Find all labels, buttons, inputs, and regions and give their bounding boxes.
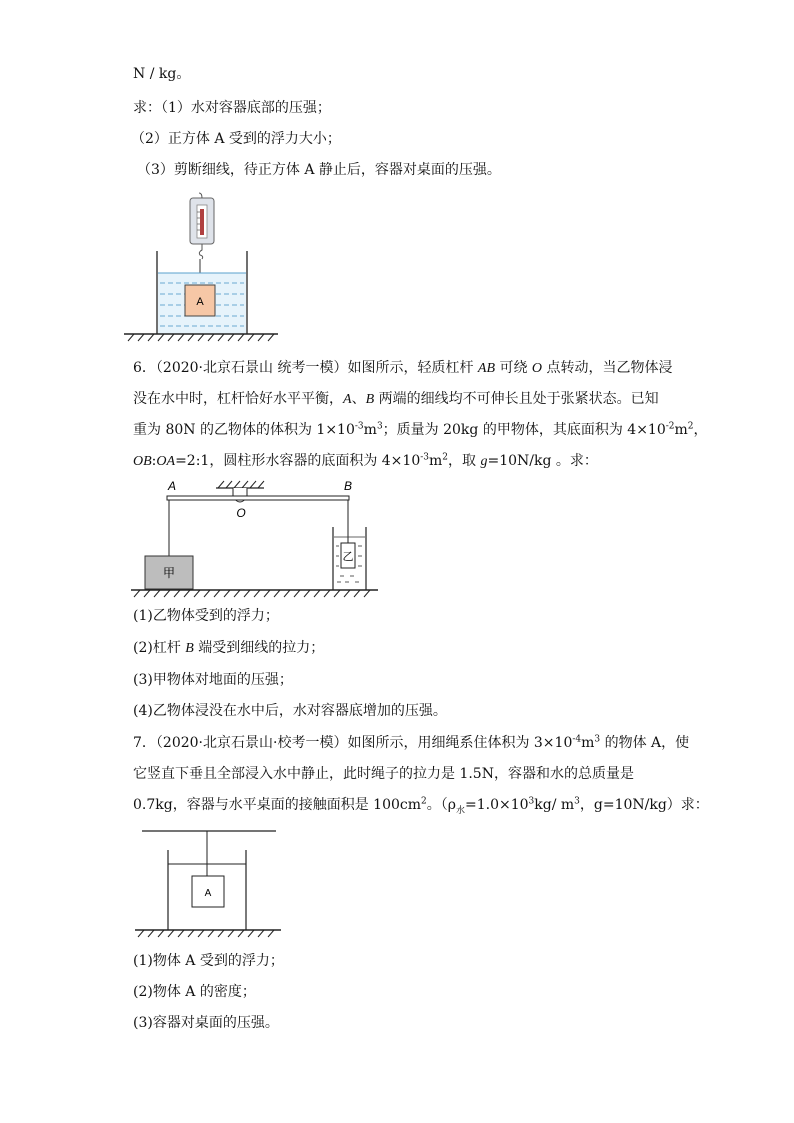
p7-question-2: (2)物体 A 的密度； xyxy=(133,984,256,1000)
p6-label-a: A xyxy=(167,479,177,493)
p6-text: 如图所示，轻质杠杆 xyxy=(347,360,478,376)
p6-exponent: -3 xyxy=(354,421,364,432)
p6-exponent: 2 xyxy=(687,421,694,432)
p6-question-3: (3)甲物体对地面的压强； xyxy=(133,672,293,688)
p7-exponent: -4 xyxy=(572,734,582,745)
p7-source: （2020·北京石景山·校考一模） xyxy=(155,735,348,751)
p6-var-oa: OA xyxy=(156,454,176,469)
p7-text: 的物体 A，使 xyxy=(600,735,690,751)
p7-question-3: (3)容器对桌面的压强。 xyxy=(133,1015,279,1031)
p7-exponent: 3 xyxy=(594,734,601,745)
p6-var-ab: AB xyxy=(477,361,496,376)
p7-text: 。（ρ xyxy=(426,797,456,813)
p7-ground xyxy=(135,930,281,937)
p6-var-o: O xyxy=(531,361,543,376)
p7-number: 7． xyxy=(133,735,156,751)
p6-number: 6． xyxy=(133,360,156,376)
p7-text: kg/ m xyxy=(534,797,575,813)
p6-text: : xyxy=(151,453,157,469)
p6-text: m xyxy=(363,422,377,438)
p6-text: (2)杠杆 xyxy=(133,640,186,656)
p6-source: （2020·北京石景山 统考一模） xyxy=(155,360,348,376)
p5-unit-line: N / kg。 xyxy=(133,66,191,82)
p6-var-a: A xyxy=(343,392,352,407)
p7-text: 如图所示，用细绳系住体积为 3×10 xyxy=(347,735,573,751)
p6-text: m xyxy=(429,453,443,469)
p5-question-3: （3）剪断细线，待正方体 A 静止后，容器对桌面的压强。 xyxy=(137,162,501,178)
p6-text: 两端的细线均不可伸长且处于张紧状态。已知 xyxy=(374,391,659,407)
p6-text: 重为 80N 的乙物体的体积为 1×10 xyxy=(133,422,355,438)
p6-block-yi-label: 乙 xyxy=(342,551,354,563)
p7-subscript: 水 xyxy=(455,805,465,816)
p6-question-4: (4)乙物体浸没在水中后，水对容器底增加的压强。 xyxy=(133,703,447,719)
p6-text: m xyxy=(674,422,688,438)
p6-exponent: 3 xyxy=(376,421,383,432)
p7-exponent: 2 xyxy=(421,796,427,807)
p6-label-o: O xyxy=(236,506,246,520)
p5-block-label: A xyxy=(196,296,204,308)
p6-exponent: -3 xyxy=(420,452,430,463)
p6-text: 没在水中时，杠杆恰好水平平衡， xyxy=(133,391,343,407)
p6-exponent: 2 xyxy=(442,452,449,463)
p7-line-2: 它竖直下垂且全部浸入水中静止，此时绳子的拉力是 1.5N，容器和水的总质量是 xyxy=(133,766,634,782)
p6-var-b: B xyxy=(185,641,194,656)
p6-text: 端受到细线的拉力； xyxy=(193,640,325,656)
p6-text: 点转动，当乙物体浸 xyxy=(542,360,673,376)
p7-text: =1.0×10 xyxy=(464,797,529,813)
p6-var-g: g xyxy=(480,454,488,469)
p6-block-jia-label: 甲 xyxy=(162,566,176,580)
p6-label-b: B xyxy=(343,479,353,493)
p7-text: 0.7kg，容器与水平桌面的接触面积是 100cm xyxy=(133,797,421,813)
p6-exponent: -2 xyxy=(665,421,675,432)
p6-text: ， xyxy=(693,422,708,438)
p6-text: ，取 xyxy=(448,453,481,469)
p5-question-1: 求：（1）水对容器底部的压强； xyxy=(133,100,331,116)
p7-exponent: 3 xyxy=(528,796,535,807)
p7-question-1: (1)物体 A 受到的浮力； xyxy=(133,953,284,969)
p6-text: 可绕 xyxy=(495,360,532,376)
p6-question-1: (1)乙物体受到的浮力； xyxy=(133,608,279,624)
p6-var-b: B xyxy=(365,392,375,407)
p5-question-2: （2）正方体 A 受到的浮力大小； xyxy=(131,131,341,147)
p6-text: =10N/kg 。求： xyxy=(487,453,598,469)
p7-text: ，g=10N/kg）求： xyxy=(579,797,709,813)
p6-text: 、 xyxy=(351,391,366,407)
p7-exponent: 3 xyxy=(574,796,580,807)
p6-var-ob: OB xyxy=(133,454,152,469)
p6-text: =2:1，圆柱形水容器的底面积为 4×10 xyxy=(175,453,421,469)
p6-text: ；质量为 20kg 的甲物体，其底面积为 4×10 xyxy=(382,422,666,438)
p7-block-label: A xyxy=(204,888,212,899)
p7-text: m xyxy=(581,735,595,751)
